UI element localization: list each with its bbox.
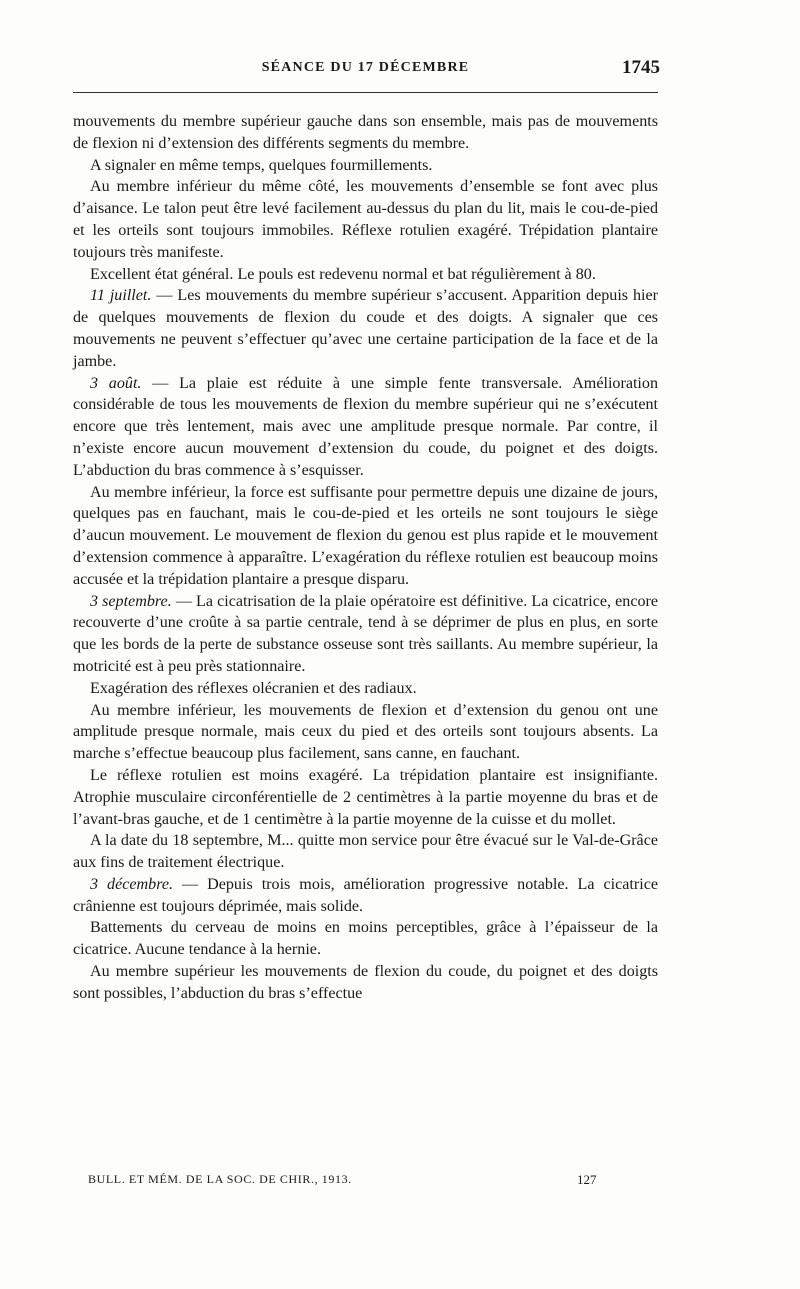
running-title: SÉANCE DU 17 DÉCEMBRE	[261, 60, 470, 75]
entry-date: 3 septembre.	[90, 592, 172, 610]
journal-citation: BULL. ET MÉM. DE LA SOC. DE CHIR., 1913.	[88, 1172, 352, 1186]
paragraph	[73, 700, 658, 765]
paragraph	[73, 373, 658, 482]
entry-date: 3 décembre.	[90, 875, 174, 893]
paragraph-text: A la date du 18 septembre, M... quitte mon service pour être évacué sur le Val-de-Grâce aux fins de traitement électrique.	[73, 832, 658, 872]
paragraph-text: Au membre inférieur, la force est suffisante pour permettre depuis une dizaine de jours, quelques pas en fauchant, mais le cou-de-pied et les orteils ne sont toujours le siège d’aucun mouvement. Le mouvement de flexion du genou est plus rapide et le mouvement d’extension commence à apparaître. L’exagération du réflexe rotulien est beaucoup moins accusée et la trépidation plantaire a presque disparu.	[73, 483, 658, 588]
page-footer	[73, 1172, 658, 1192]
paragraph-text: Au membre inférieur du même côté, les mouvements d’ensemble se font avec plus d’aisance. Le talon peut être levé facilement au-dessus du plan du lit, mais le cou-de-pied et les orteils sont toujours immobiles. Réflexe rotulien exagéré. Trépidation plantaire toujours très manifeste.	[73, 178, 658, 261]
paragraph-text: — La cicatrisation de la plaie opératoire est définitive. La cicatrice, encore recouverte d’une croûte à sa partie centrale, tend à se déprimer de plus en plus, en sorte que les bords de la perte de substance osseuse sont très saillants. Au membre supérieur, la motricité est à peu près stationnaire.	[73, 592, 659, 675]
entry-date: 3 août.	[90, 374, 142, 392]
signature-mark: 127	[577, 1172, 597, 1187]
paragraph-text: — La plaie est réduite à une simple fente transversale. Amélioration considérable de tous les mouvements de flexion du membre supérieur qui ne s’exécutent encore que très lentement, mais avec une amplitude presque normale. Par contre, il n’existe encore aucun mouvement d’extension du coude, du poignet et des doigts. L’abduction du bras commence à s’esquisser.	[73, 374, 658, 479]
paragraph-text: — Les mouvements du membre supérieur s’accusent. Apparition depuis hier de quelques mouvements de flexion du coude et des doigts. A signaler que ces mouvements ne peuvent s’effectuer qu’avec une certaine participation de la face et de la jambe.	[73, 287, 659, 370]
paragraph-text: Au membre supérieur les mouvements de flexion du coude, du poignet et des doigts sont possibles, l’abduction du bras s’effectue	[73, 963, 658, 1002]
paragraph	[73, 111, 658, 155]
running-head	[73, 57, 660, 82]
paragraph	[73, 765, 658, 830]
paragraph	[73, 482, 658, 591]
paragraph	[73, 176, 658, 263]
paragraph	[73, 961, 658, 1005]
paragraph	[73, 678, 658, 700]
paragraph-text: mouvements du membre supérieur gauche dans son ensemble, mais pas de mouvements de flexion ni d’extension des différents segments du membre.	[73, 113, 658, 152]
paragraph	[73, 917, 658, 961]
paragraph-text: A signaler en même temps, quelques fourmillements.	[90, 156, 433, 174]
header-rule	[73, 92, 658, 93]
paragraph	[73, 591, 658, 678]
paragraph	[73, 874, 658, 918]
paragraph-text: Excellent état général. Le pouls est redevenu normal et bat régulièrement à 80.	[90, 265, 596, 283]
entry-date: 11 juillet.	[90, 287, 152, 305]
paragraph-text: — Depuis trois mois, amélioration progressive notable. La cicatrice crânienne est toujours déprimée, mais solide.	[73, 875, 658, 915]
paragraph	[73, 264, 658, 286]
paragraph	[73, 285, 658, 372]
paragraph-text: Exagération des réflexes olécranien et des radiaux.	[90, 679, 417, 697]
page-number: 1745	[622, 57, 660, 78]
paragraph	[73, 830, 658, 874]
paragraph-text: Battements du cerveau de moins en moins perceptibles, grâce à l’épaisseur de la cicatrice. Aucune tendance à la hernie.	[73, 919, 658, 959]
paragraph-text: Au membre inférieur, les mouvements de flexion et d’extension du genou ont une amplitude presque normale, mais ceux du pied et des orteils sont toujours absents. La marche s’effectue beaucoup plus facilement, sans canne, en fauchant.	[73, 701, 658, 763]
paragraph	[73, 155, 658, 177]
paragraph-text: Le réflexe rotulien est moins exagéré. La trépidation plantaire est insignifiante. Atrophie musculaire circonférentielle de 2 centimètres à la partie moyenne du bras et de l’avant-bras gauche, et de 1 centimètre à la partie moyenne de la cuisse et du mollet.	[73, 766, 658, 828]
article-body	[73, 111, 658, 1005]
